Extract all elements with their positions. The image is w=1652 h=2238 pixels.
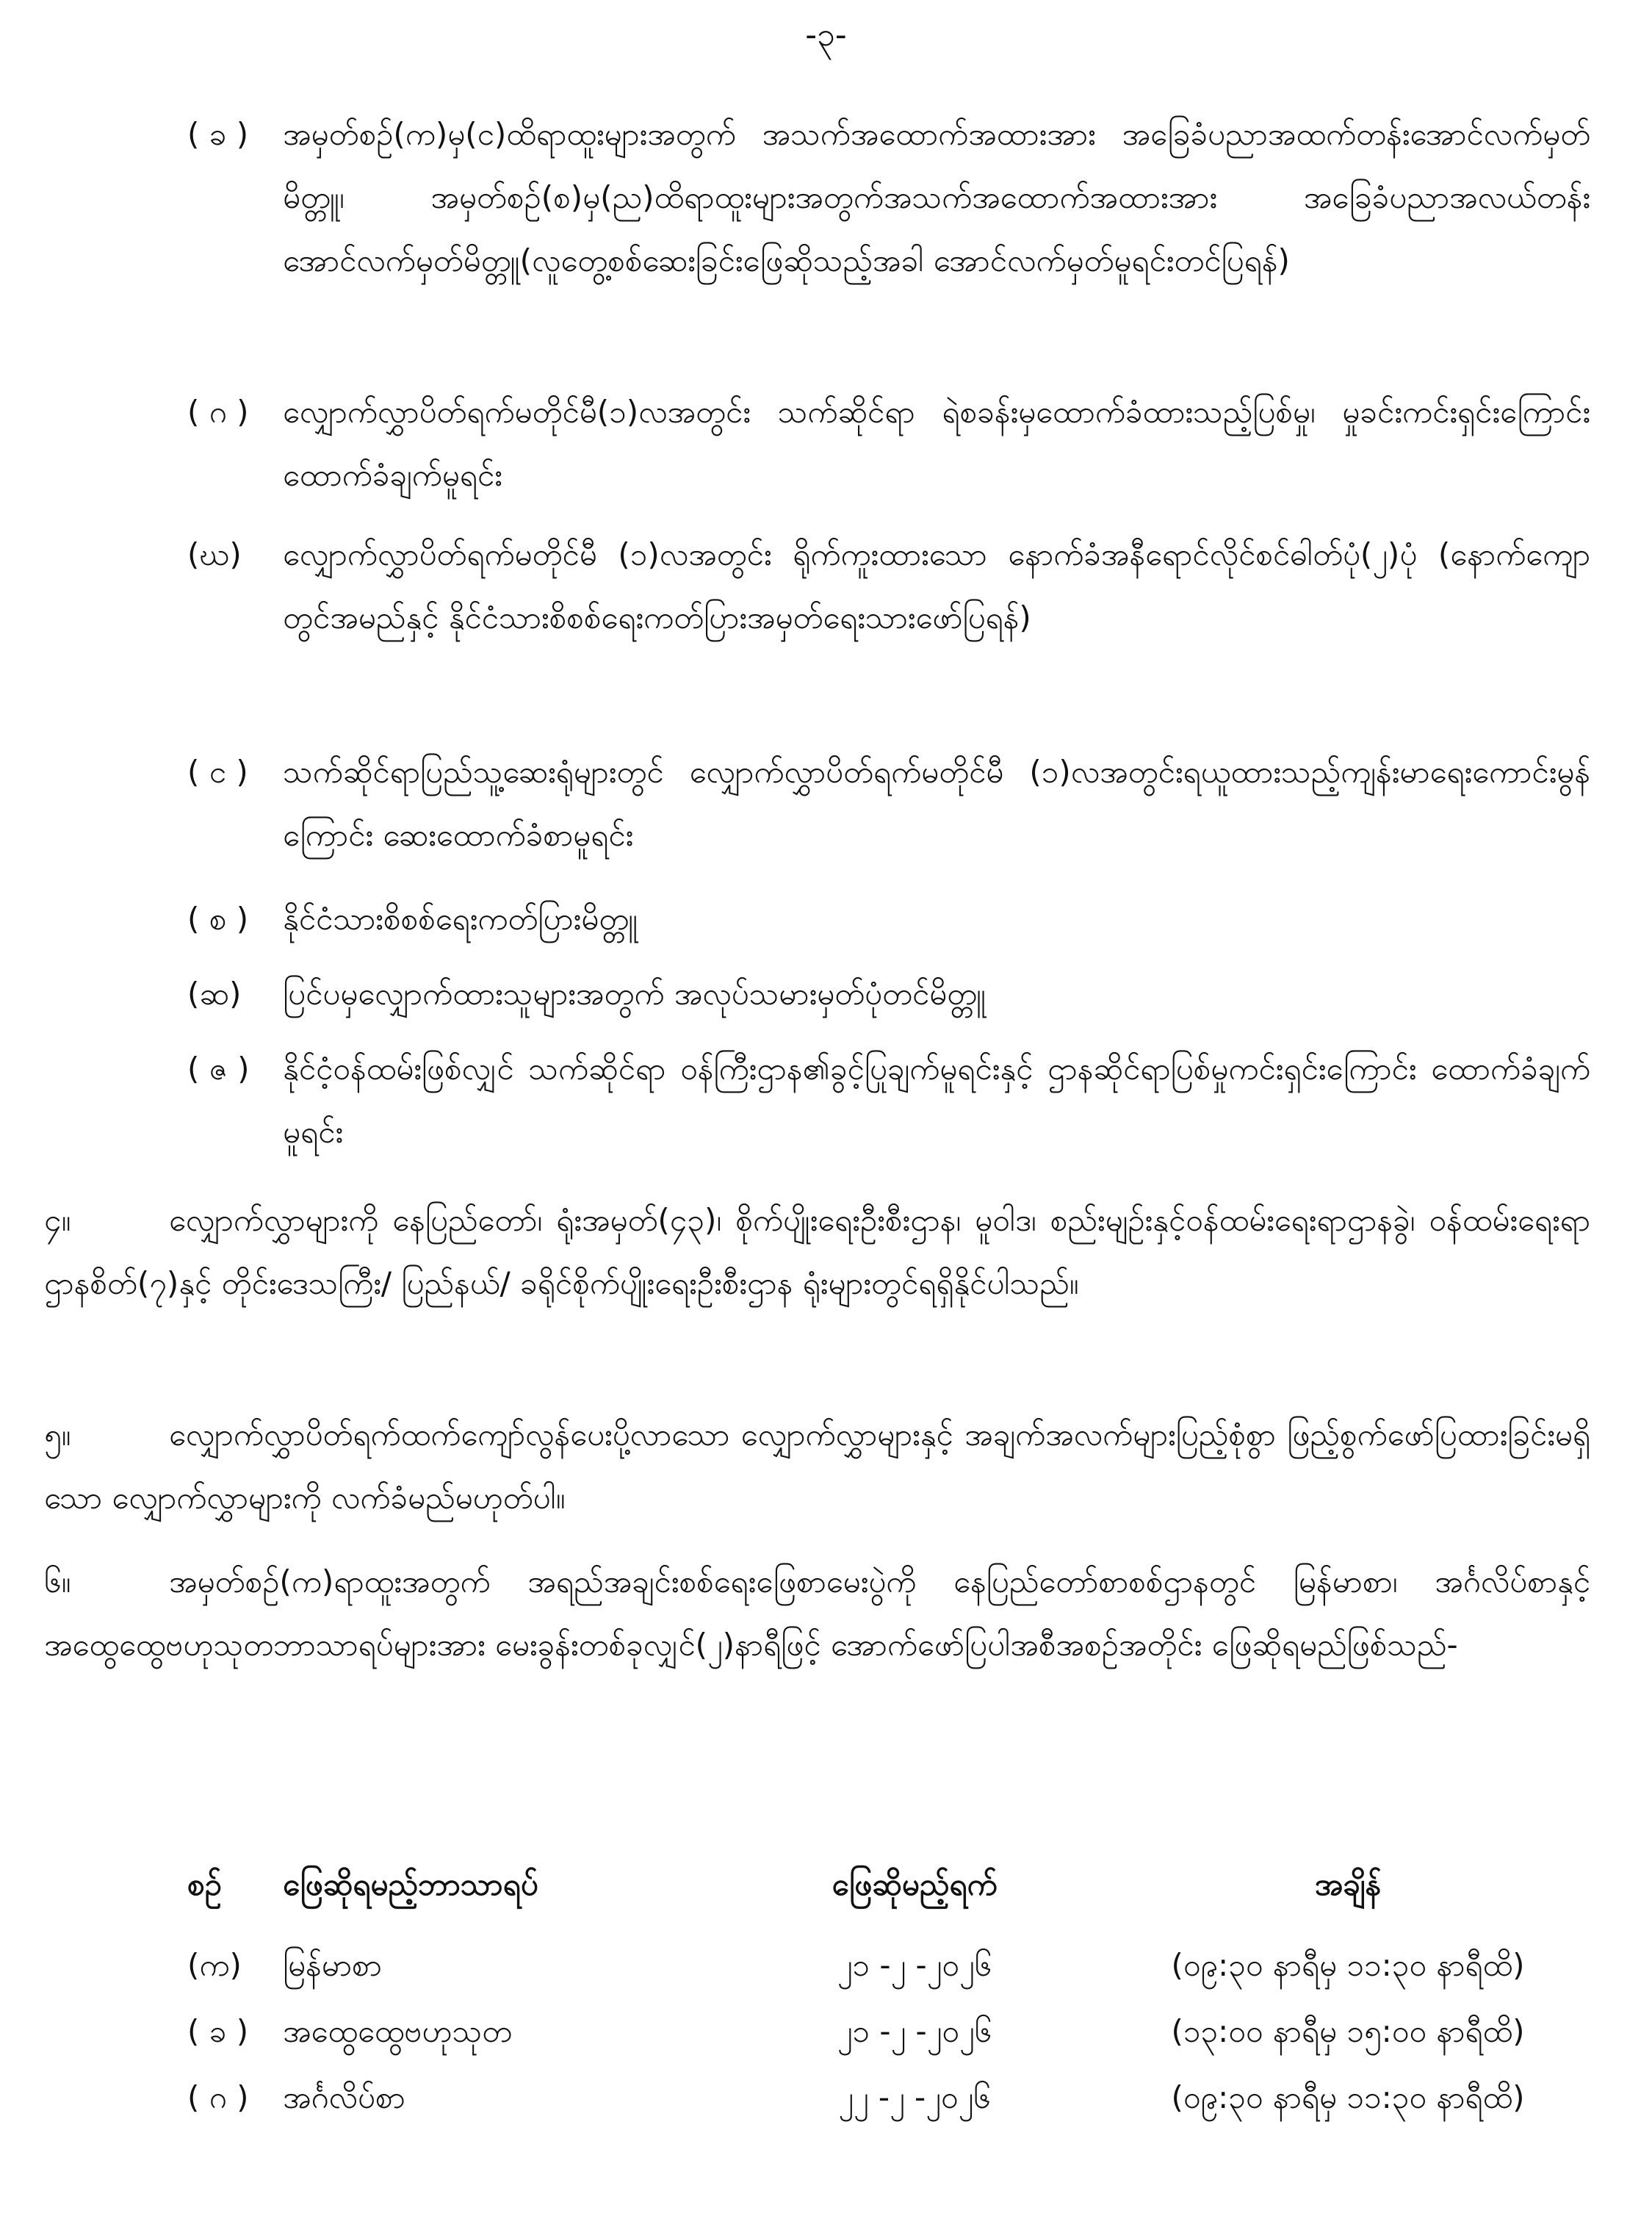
paragraph-4 bbox=[44, 1189, 1590, 1315]
list-item-marker: (ဃ) bbox=[187, 536, 242, 572]
paragraph-number: ၅။ bbox=[44, 1417, 71, 1453]
table-row bbox=[187, 1998, 1590, 2065]
list-item-text: နိုင်ငံ့ဝန်ထမ်းဖြစ်လျှင် သက်ဆိုင်ရာ ဝန်ကြီးဌာန၏ခွင့်ပြုချက်မူရင်းနှင့် ဌာနဆိုင်ရာပြစ်မှုကင်းရှင်းကြောင်း ထောက်ခံချက်မူရင်း bbox=[283, 1051, 1590, 1150]
list-item-marker: ( ဂ ) bbox=[187, 394, 249, 430]
column-header-subject: ဖြေဆိုရမည့်ဘာသာရပ် bbox=[283, 1866, 538, 1902]
list-item-text: လျှောက်လွှာပိတ်ရက်မတိုင်မီ(၁)လအတွင်း သက်ဆိုင်ရာ ရဲစခန်းမှထောက်ခံထားသည့်ပြစ်မှု၊ မှုခင်းကင်းရှင်းကြောင်းထောက်ခံချက်မူရင်း bbox=[283, 394, 1590, 493]
table-row bbox=[187, 2065, 1590, 2131]
list-item-marker: ( ဇ ) bbox=[187, 1051, 250, 1087]
list-item-text: နိုင်ငံသားစိစစ်ရေးကတ်ပြားမိတ္တူ bbox=[283, 901, 638, 937]
list-item-text: သက်ဆိုင်ရာပြည်သူ့ဆေးရုံများတွင် လျှောက်လွှာပိတ်ရက်မတိုင်မီ (၁)လအတွင်းရယူထားသည့်ကျန်းမာရေးကောင်းမွန်ကြောင်း ဆေးထောက်ခံစာမူရင်း bbox=[283, 754, 1590, 853]
list-item-marker: (ဆ) bbox=[187, 976, 242, 1012]
list-item-marker: ( င ) bbox=[187, 754, 248, 790]
list-item-text: ပြင်ပမှလျှောက်ထားသူများအတွက် အလုပ်သမားမှတ်ပုံတင်မိတ္တူ bbox=[283, 976, 986, 1012]
paragraph-text: အမှတ်စဉ်(က)ရာထူးအတွက် အရည်အချင်းစစ်ရေးဖြေစာမေးပွဲကို နေပြည်တော်စာစစ်ဌာနတွင် မြန်မာစာ၊ အင်္ဂလိပ်စာနှင့် အထွေထွေဗဟုသုတဘာသာရပ်များအား မေးခွန်းတစ်ခုလျှင်(၂)နာရီဖြင့် အောက်ဖော်ပြပါအစီအစဉ်အတိုင်း ဖြေဆိုရမည်ဖြစ်သည်- bbox=[44, 1564, 1590, 1663]
row-marker: ( ခ ) bbox=[187, 2013, 249, 2049]
paragraph-text: လျှောက်လွှာများကို နေပြည်တော်၊ ရုံးအမှတ်(၄၃)၊ စိုက်ပျိုးရေးဦးစီးဌာန၊ မူဝါဒ၊ စည်းမျဉ်းနှင့်ဝန်ထမ်းရေးရာဌာနခွဲ၊ ဝန်ထမ်းရေးရာဌာနစိတ်(၇)နှင့် တိုင်းဒေသကြီး/ ပြည်နယ်/ ခရိုင်စိုက်ပျိုးရေးဦးစီးဌာန ရုံးများတွင်ရရှိနိုင်ပါသည်။ bbox=[44, 1202, 1590, 1301]
column-header-no: စဉ် bbox=[187, 1866, 222, 1902]
row-marker: ( ဂ ) bbox=[187, 2079, 249, 2115]
row-time: (၁၃:၀၀ နာရီမှ ၁၅:၀၀ နာရီထိ) bbox=[1171, 2013, 1525, 2049]
list-item-text: အမှတ်စဉ်(က)မှ(င)ထိရာထူးများအတွက် အသက်အထောက်အထားအား အခြေခံပညာအထက်တန်းအောင်လက်မှတ်မိတ္တူ၊ အမှတ်စဉ်(စ)မှ(ည)ထိရာထူးများအတွက်အသက်အထောက်အထားအား အခြေခံပညာအလယ်တန်းအောင်လက်မှတ်မိတ္တူ(လူတွေ့စစ်ဆေးခြင်းဖြေဆိုသည့်အခါ အောင်လက်မှတ်မူရင်းတင်ပြရန်) bbox=[283, 116, 1590, 278]
page-number: -၃- bbox=[805, 16, 847, 54]
paragraph-number: ၆။ bbox=[44, 1564, 71, 1600]
row-date: ၂၁ -၂ -၂၀၂၆ bbox=[837, 2013, 992, 2049]
row-subject: အင်္ဂလိပ်စာ bbox=[283, 2079, 405, 2115]
column-header-date: ဖြေဆိုမည့်ရက် bbox=[832, 1866, 998, 1902]
row-time: (၀၉:၃၀ နာရီမှ ၁၁:၃၀ နာရီထိ) bbox=[1171, 1947, 1525, 1983]
table-header-row bbox=[187, 1837, 1590, 1932]
list-item-text: လျှောက်လွှာပိတ်ရက်မတိုင်မီ (၁)လအတွင်း ရိုက်ကူးထားသော နောက်ခံအနီရောင်လိုင်စင်ဓါတ်ပုံ(၂)ပုံ (နောက်ကျောတွင်အမည်နှင့် နိုင်ငံသားစိစစ်ရေးကတ်ပြားအမှတ်ရေးသားဖော်ပြရန်) bbox=[283, 536, 1590, 636]
row-date: ၂၁ -၂ -၂၀၂၆ bbox=[837, 1947, 992, 1983]
row-marker: (က) bbox=[187, 1947, 242, 1983]
row-date: ၂၂ -၂ -၂၀၂၆ bbox=[838, 2079, 991, 2115]
paragraph-6 bbox=[44, 1550, 1590, 1677]
exam-schedule-table bbox=[187, 1837, 1590, 2131]
list-item-marker: ( စ ) bbox=[187, 901, 249, 937]
row-subject: မြန်မာစာ bbox=[283, 1947, 382, 1983]
column-header-time: အချိန် bbox=[1314, 1866, 1382, 1902]
row-time: (၀၉:၃၀ နာရီမှ ၁၁:၃၀ နာရီထိ) bbox=[1171, 2079, 1525, 2115]
paragraph-number: ၄။ bbox=[44, 1202, 71, 1238]
row-subject: အထွေထွေဗဟုသုတ bbox=[283, 2013, 512, 2049]
paragraph-5 bbox=[44, 1403, 1590, 1530]
paragraph-text: လျှောက်လွှာပိတ်ရက်ထက်ကျော်လွန်ပေးပို့လာသော လျှောက်လွှာများနှင့် အချက်အလက်များပြည့်စုံစွာ ဖြည့်စွက်ဖော်ပြထားခြင်းမရှိသော လျှောက်လွှာများကို လက်ခံမည်မဟုတ်ပါ။ bbox=[44, 1417, 1590, 1516]
list-item-marker: ( ခ ) bbox=[187, 116, 249, 152]
table-row bbox=[187, 1932, 1590, 1998]
